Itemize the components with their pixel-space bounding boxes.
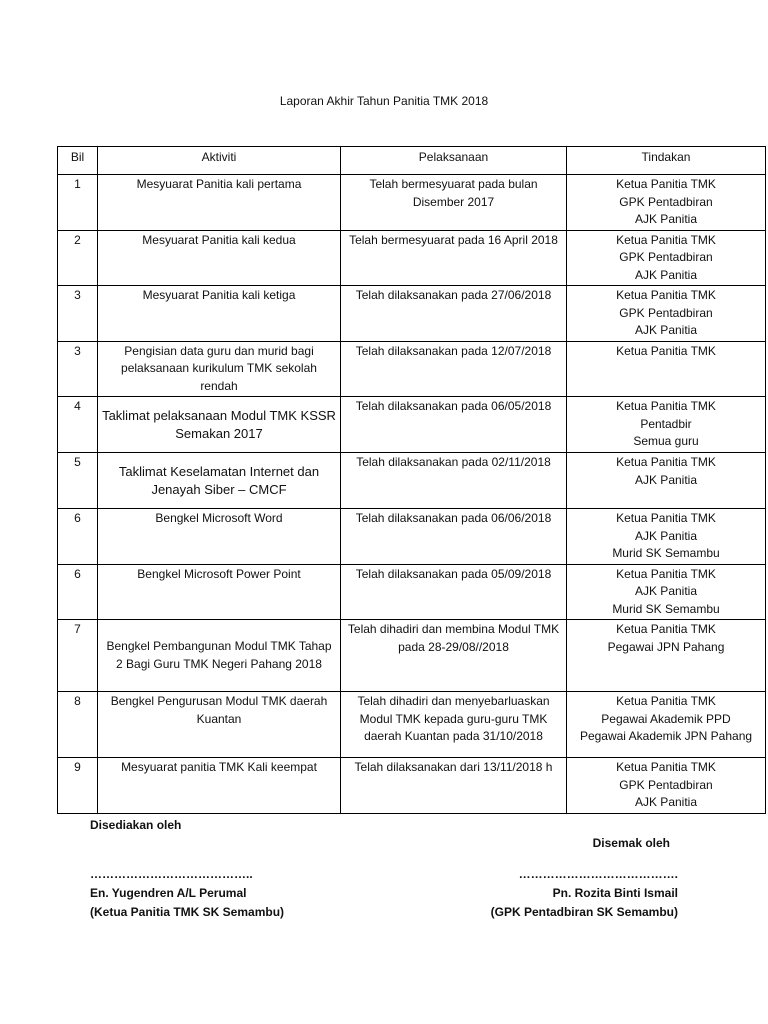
cell-aktiviti: Bengkel Microsoft Power Point [98, 564, 341, 620]
table-header-row [58, 147, 766, 175]
cell-bil: 1 [58, 175, 98, 231]
cell-tindakan [567, 758, 766, 814]
table-row [58, 509, 766, 565]
prepared-signature-line: ………………………………….. [90, 867, 253, 881]
table-row [58, 620, 766, 692]
cell-tindakan [567, 175, 766, 231]
tindakan-item: Pegawai Akademik PPD [601, 711, 731, 726]
cell-aktiviti: Bengkel Pengurusan Modul TMK daerah Kuantan [98, 692, 341, 758]
cell-aktiviti: Pengisian data guru dan murid bagi pelaksanaan kurikulum TMK sekolah rendah [98, 341, 341, 397]
tindakan-item: Ketua Panitia TMK [616, 343, 716, 358]
cell-aktiviti: Taklimat pelaksanaan Modul TMK KSSR Semakan 2017 [98, 397, 341, 453]
cell-tindakan [567, 564, 766, 620]
cell-tindakan [567, 692, 766, 758]
cell-pelaksanaan: Telah dihadiri dan membina Modul TMK pada 28-29/08//2018 [341, 620, 567, 692]
table-row [58, 175, 766, 231]
cell-aktiviti: Mesyuarat panitia TMK Kali keempat [98, 758, 341, 814]
table-row [58, 758, 766, 814]
tindakan-item: GPK Pentadbiran [619, 305, 713, 320]
cell-bil: 6 [58, 509, 98, 565]
reviewed-signature-line: …………………………………. [518, 867, 678, 881]
cell-pelaksanaan: Telah bermesyuarat pada bulan Disember 2017 [341, 175, 567, 231]
cell-tindakan [567, 341, 766, 397]
tindakan-item: Murid SK Semambu [612, 546, 720, 560]
tindakan-item: Murid SK Semambu [612, 601, 720, 616]
cell-tindakan [567, 397, 766, 453]
cell-pelaksanaan: Telah dilaksanakan pada 06/05/2018 [341, 397, 567, 453]
reviewed-by-label: Disemak oleh [592, 836, 670, 850]
tindakan-item: Pentadbir [640, 416, 692, 431]
cell-pelaksanaan: Telah bermesyuarat pada 16 April 2018 [341, 230, 567, 286]
report-table [57, 146, 766, 814]
cell-pelaksanaan: Telah dilaksanakan pada 05/09/2018 [341, 564, 567, 620]
cell-tindakan [567, 620, 766, 692]
cell-bil: 8 [58, 692, 98, 758]
tindakan-item: Ketua Panitia TMK [616, 288, 716, 302]
table-row [58, 692, 766, 758]
cell-bil: 5 [58, 453, 98, 509]
cell-pelaksanaan: Telah dilaksanakan pada 27/06/2018 [341, 286, 567, 342]
prepared-by-name: En. Yugendren A/L Perumal [90, 886, 247, 900]
tindakan-item: Ketua Panitia TMK [616, 566, 716, 581]
cell-aktiviti: Mesyuarat Panitia kali pertama [98, 175, 341, 231]
cell-aktiviti: Bengkel Pembangunan Modul TMK Tahap 2 Bagi Guru TMK Negeri Pahang 2018 [98, 620, 341, 692]
header-tindakan: Tindakan [567, 147, 766, 175]
cell-bil: 6 [58, 564, 98, 620]
cell-bil: 9 [58, 758, 98, 814]
cell-pelaksanaan: Telah dilaksanakan pada 12/07/2018 [341, 341, 567, 397]
cell-bil: 3 [58, 341, 98, 397]
cell-tindakan [567, 230, 766, 286]
cell-aktiviti: Taklimat Keselamatan Internet dan Jenayah Siber – CMCF [98, 453, 341, 509]
tindakan-item: Ketua Panitia TMK [616, 694, 716, 708]
table-row [58, 341, 766, 397]
tindakan-item: Pegawai Akademik JPN Pahang [579, 729, 753, 743]
cell-tindakan [567, 286, 766, 342]
tindakan-item: Ketua Panitia TMK [616, 760, 716, 774]
tindakan-item: Ketua Panitia TMK [616, 232, 716, 247]
cell-bil: 3 [58, 286, 98, 342]
table-row [58, 230, 766, 286]
tindakan-item: AJK Panitia [634, 795, 698, 809]
tindakan-item: AJK Panitia [634, 528, 698, 543]
table-row [58, 453, 766, 509]
tindakan-item: GPK Pentadbiran [619, 194, 713, 209]
cell-tindakan [567, 509, 766, 565]
cell-bil: 4 [58, 397, 98, 453]
table-row [58, 397, 766, 453]
tindakan-item: Semua guru [633, 434, 699, 448]
tindakan-item: Ketua Panitia TMK [616, 622, 716, 636]
tindakan-item: AJK Panitia [634, 584, 698, 598]
cell-pelaksanaan: Telah dilaksanakan pada 06/06/2018 [341, 509, 567, 565]
tindakan-item: Ketua Panitia TMK [616, 511, 716, 525]
tindakan-item: Ketua Panitia TMK [616, 177, 716, 191]
tindakan-item: AJK Panitia [634, 323, 698, 337]
header-pelaksanaan: Pelaksanaan [341, 147, 567, 175]
tindakan-item: GPK Pentadbiran [619, 777, 713, 792]
tindakan-item: AJK Panitia [634, 472, 698, 487]
cell-bil: 7 [58, 620, 98, 692]
tindakan-item: Ketua Panitia TMK [616, 455, 716, 469]
tindakan-item: Pegawai JPN Pahang [607, 639, 725, 654]
prepared-by-role: (Ketua Panitia TMK SK Semambu) [90, 905, 285, 919]
cell-aktiviti: Bengkel Microsoft Word [98, 509, 341, 565]
cell-aktiviti: Mesyuarat Panitia kali ketiga [98, 286, 341, 342]
tindakan-item: Ketua Panitia TMK [616, 399, 716, 413]
tindakan-item: GPK Pentadbiran [619, 250, 713, 264]
cell-bil: 2 [58, 230, 98, 286]
cell-aktiviti: Mesyuarat Panitia kali kedua [98, 230, 341, 286]
cell-tindakan [567, 453, 766, 509]
reviewed-by-role: (GPK Pentadbiran SK Semambu) [490, 905, 678, 919]
cell-pelaksanaan: Telah dilaksanakan pada 02/11/2018 [341, 453, 567, 509]
header-bil: Bil [58, 147, 98, 175]
header-aktiviti: Aktiviti [98, 147, 341, 175]
prepared-by-label: Disediakan oleh [90, 818, 182, 832]
cell-pelaksanaan: Telah dihadiri dan menyebarluaskan Modul TMK kepada guru-guru TMK daerah Kuantan pada 31/10/2018 [341, 692, 567, 758]
page-title: Laporan Akhir Tahun Panitia TMK 2018 [279, 94, 489, 108]
cell-pelaksanaan: Telah dilaksanakan dari 13/11/2018 h [341, 758, 567, 814]
table-row [58, 286, 766, 342]
reviewed-by-name: Pn. Rozita Binti Ismail [552, 886, 678, 900]
tindakan-item: AJK Panitia [634, 267, 698, 282]
tindakan-item: AJK Panitia [634, 212, 698, 226]
table-row [58, 564, 766, 620]
